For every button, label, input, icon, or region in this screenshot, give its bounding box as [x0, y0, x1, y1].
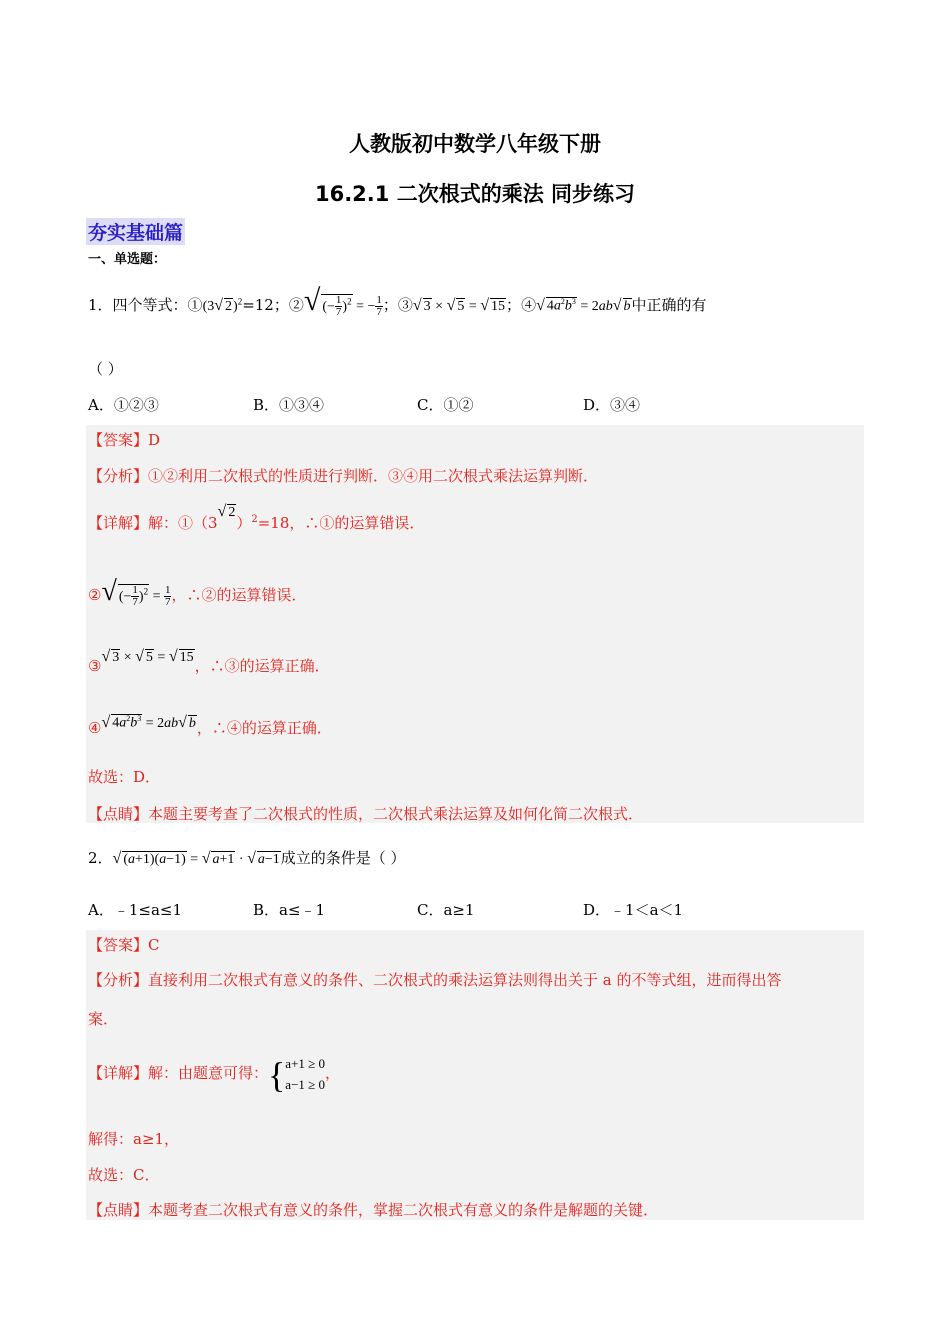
- q2-option-b: B．a≤﹣1: [253, 901, 326, 919]
- q1-comment: 【点睛】本题主要考查了二次根式的性质，二次根式乘法运算及如何化简二次根式．: [88, 805, 644, 823]
- question-1-paren: （ ）: [88, 360, 123, 378]
- section-heading: 夯实基础篇: [86, 218, 185, 245]
- document-subtitle: 16.2.1 二次根式的乘法 同步练习: [314, 182, 636, 206]
- q2-comment: 【点睛】本题考查二次根式有意义的条件，掌握二次根式有意义的条件是解题的关键．: [88, 1201, 659, 1219]
- q2-option-d: D．﹣1＜a＜1: [583, 901, 684, 919]
- q2-final: 故选：C．: [88, 1166, 160, 1184]
- q1-option-d: D．③④: [583, 396, 641, 414]
- q2-detail: 【详解】解：由题意可得：{ a+1 ≥ 0 a−1 ≥ 0 ，: [88, 1054, 341, 1095]
- q1-detail-3: ③√ 3 × √ 5 = √ 15，∴③的运算正确．: [88, 648, 330, 675]
- q2-analysis-line-1: 【分析】直接利用二次根式有意义的条件、二次根式的乘法运算法则得出关于 a 的不等式组，进而得出答: [88, 971, 782, 989]
- q1-answer: 【答案】D: [88, 431, 161, 449]
- q1-detail-2: ②√ (− $\frac{1}{7}$ )$^2$ = $\frac{1}{7}$ ，∴②的运算错误．: [88, 576, 307, 609]
- q2-option-c: C．a≥1: [417, 901, 475, 919]
- q2-answer: 【答案】C: [88, 936, 160, 954]
- q2-analysis-line-2: 案．: [88, 1010, 119, 1028]
- q1-detail-4: ④√ $4a^2b^3 = 2ab√$ b，∴④的运算正确．: [88, 714, 332, 737]
- q1-option-b: B．①③④: [253, 396, 325, 414]
- document-title: 人教版初中数学八年级下册: [349, 132, 601, 156]
- question-1-stem: 1．四个等式：①(3√ 2)$^2$=12；②√ (− $\frac{1}{7}$ )$^2$ = − $\frac{1}{7}$ ；③√ 3 × √ 5 = √ 15；④√ $4a^2b^3 = 2ab√$ b中正确的有: [88, 284, 707, 319]
- subsection-heading: 一、单选题：: [88, 252, 167, 267]
- q2-solve: 解得：a≥1，: [88, 1130, 180, 1148]
- question-2-stem: 2．√ (a+1)(a−1) = √ a+1 · √ a−1成立的条件是（ ）: [88, 849, 406, 867]
- q1-detail-1: 【详解】解：①（3√ 2）$^2$=18，∴①的运算错误．: [88, 503, 425, 532]
- q1-option-a: A．①②③: [88, 396, 159, 414]
- q1-analysis: 【分析】①②利用二次根式的性质进行判断．③④用二次根式乘法运算判断．: [88, 467, 599, 485]
- q1-final: 故选：D．: [88, 768, 161, 786]
- q2-option-a: A．﹣1≤a≤1: [88, 901, 182, 919]
- q1-option-c: C．①②: [417, 396, 474, 414]
